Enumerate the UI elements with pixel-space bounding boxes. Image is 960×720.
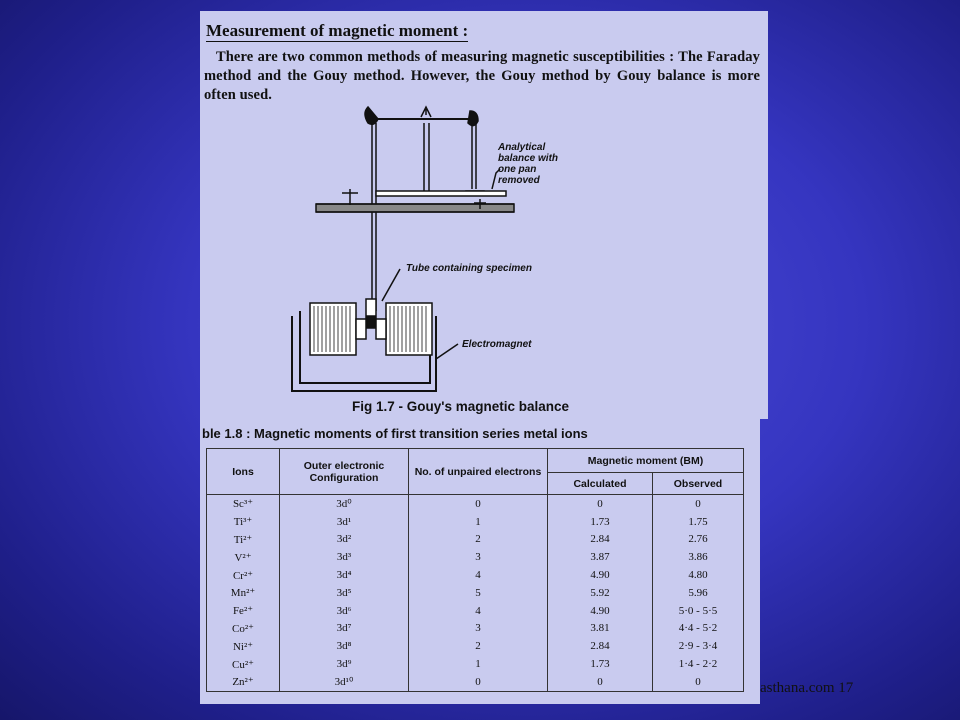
- ion-cell: Co²⁺: [207, 620, 280, 638]
- header-moment: Magnetic moment (BM): [548, 449, 744, 473]
- observed-cell: 5.96: [653, 584, 744, 602]
- footer-page-number: asthana.com 17: [760, 680, 854, 696]
- observed-cell: 4·4 - 5·2: [653, 620, 744, 638]
- table-title: ble 1.8 : Magnetic moments of first transition series metal ions: [202, 426, 588, 441]
- header-unpaired: No. of unpaired electrons: [409, 449, 548, 495]
- table-row: [207, 637, 744, 655]
- calculated-cell: 2.84: [548, 637, 653, 655]
- intro-paragraph: There are two common methods of measuring magnetic susceptibilities : The Faraday method and the Gouy method. However, the Gouy method by Gouy balance is more often used.: [204, 49, 760, 103]
- config-cell: 3d⁷: [280, 620, 409, 638]
- observed-cell: 0: [653, 673, 744, 691]
- table-row: [207, 602, 744, 620]
- unpaired-cell: 0: [409, 495, 548, 513]
- config-cell: 3d⁰: [280, 495, 409, 513]
- header-observed: Observed: [653, 473, 744, 495]
- config-cell: 3d⁴: [280, 566, 409, 584]
- calculated-cell: 1.73: [548, 513, 653, 531]
- config-cell: 3d³: [280, 548, 409, 566]
- observed-cell: 1.75: [653, 513, 744, 531]
- label-one-pan: one pan: [498, 164, 537, 175]
- unpaired-cell: 4: [409, 566, 548, 584]
- label-analytical: Analytical: [498, 142, 546, 153]
- label-tube: Tube containing specimen: [406, 263, 532, 274]
- ion-cell: Cu²⁺: [207, 655, 280, 673]
- calculated-cell: 4.90: [548, 566, 653, 584]
- observed-cell: 5·0 - 5·5: [653, 602, 744, 620]
- label-removed: removed: [498, 175, 540, 186]
- observed-cell: 4.80: [653, 566, 744, 584]
- config-cell: 3d⁹: [280, 655, 409, 673]
- unpaired-cell: 1: [409, 655, 548, 673]
- calculated-cell: 0: [548, 673, 653, 691]
- calculated-cell: 4.90: [548, 602, 653, 620]
- ion-cell: Ti²⁺: [207, 531, 280, 549]
- calculated-cell: 5.92: [548, 584, 653, 602]
- config-cell: 3d²: [280, 531, 409, 549]
- calculated-cell: 2.84: [548, 531, 653, 549]
- observed-cell: 3.86: [653, 548, 744, 566]
- unpaired-cell: 4: [409, 602, 548, 620]
- config-cell: 3d¹: [280, 513, 409, 531]
- table-row: [207, 531, 744, 549]
- label-balance-with: balance with: [498, 153, 559, 164]
- scanned-page-bottom: [200, 419, 760, 704]
- figure-caption: Fig 1.7 - Gouy's magnetic balance: [352, 399, 570, 414]
- config-cell: 3d⁶: [280, 602, 409, 620]
- calculated-cell: 3.81: [548, 620, 653, 638]
- unpaired-cell: 2: [409, 637, 548, 655]
- scanned-page-top: [200, 11, 768, 419]
- table-row: [207, 620, 744, 638]
- unpaired-cell: 1: [409, 513, 548, 531]
- table-row: [207, 584, 744, 602]
- observed-cell: 2·9 - 3·4: [653, 637, 744, 655]
- unpaired-cell: 2: [409, 531, 548, 549]
- config-cell: 3d⁵: [280, 584, 409, 602]
- observed-cell: 1·4 - 2·2: [653, 655, 744, 673]
- table-row: [207, 548, 744, 566]
- unpaired-cell: 5: [409, 584, 548, 602]
- section-heading: Measurement of magnetic moment :: [206, 21, 469, 40]
- calculated-cell: 1.73: [548, 655, 653, 673]
- ion-cell: Cr²⁺: [207, 566, 280, 584]
- ion-cell: V²⁺: [207, 548, 280, 566]
- unpaired-cell: 3: [409, 620, 548, 638]
- unpaired-cell: 3: [409, 548, 548, 566]
- header-ions: Ions: [207, 449, 280, 495]
- ion-cell: Mn²⁺: [207, 584, 280, 602]
- table-row: [207, 566, 744, 584]
- observed-cell: 0: [653, 495, 744, 513]
- ion-cell: Ni²⁺: [207, 637, 280, 655]
- label-electromagnet: Electromagnet: [462, 339, 532, 350]
- ion-cell: Ti³⁺: [207, 513, 280, 531]
- header-config: Outer electronic Configuration: [280, 449, 409, 495]
- magnetic-moments-table: [206, 448, 744, 692]
- calculated-cell: 0: [548, 495, 653, 513]
- header-calculated: Calculated: [548, 473, 653, 495]
- config-cell: 3d⁸: [280, 637, 409, 655]
- ion-cell: Fe²⁺: [207, 602, 280, 620]
- unpaired-cell: 0: [409, 673, 548, 691]
- table-row: [207, 495, 744, 513]
- observed-cell: 2.76: [653, 531, 744, 549]
- gouy-balance-diagram: [200, 11, 768, 411]
- config-cell: 3d¹⁰: [280, 673, 409, 691]
- ion-cell: Sc³⁺: [207, 495, 280, 513]
- table-row: [207, 513, 744, 531]
- table-row: [207, 673, 744, 691]
- table-row: [207, 655, 744, 673]
- ion-cell: Zn²⁺: [207, 673, 280, 691]
- calculated-cell: 3.87: [548, 548, 653, 566]
